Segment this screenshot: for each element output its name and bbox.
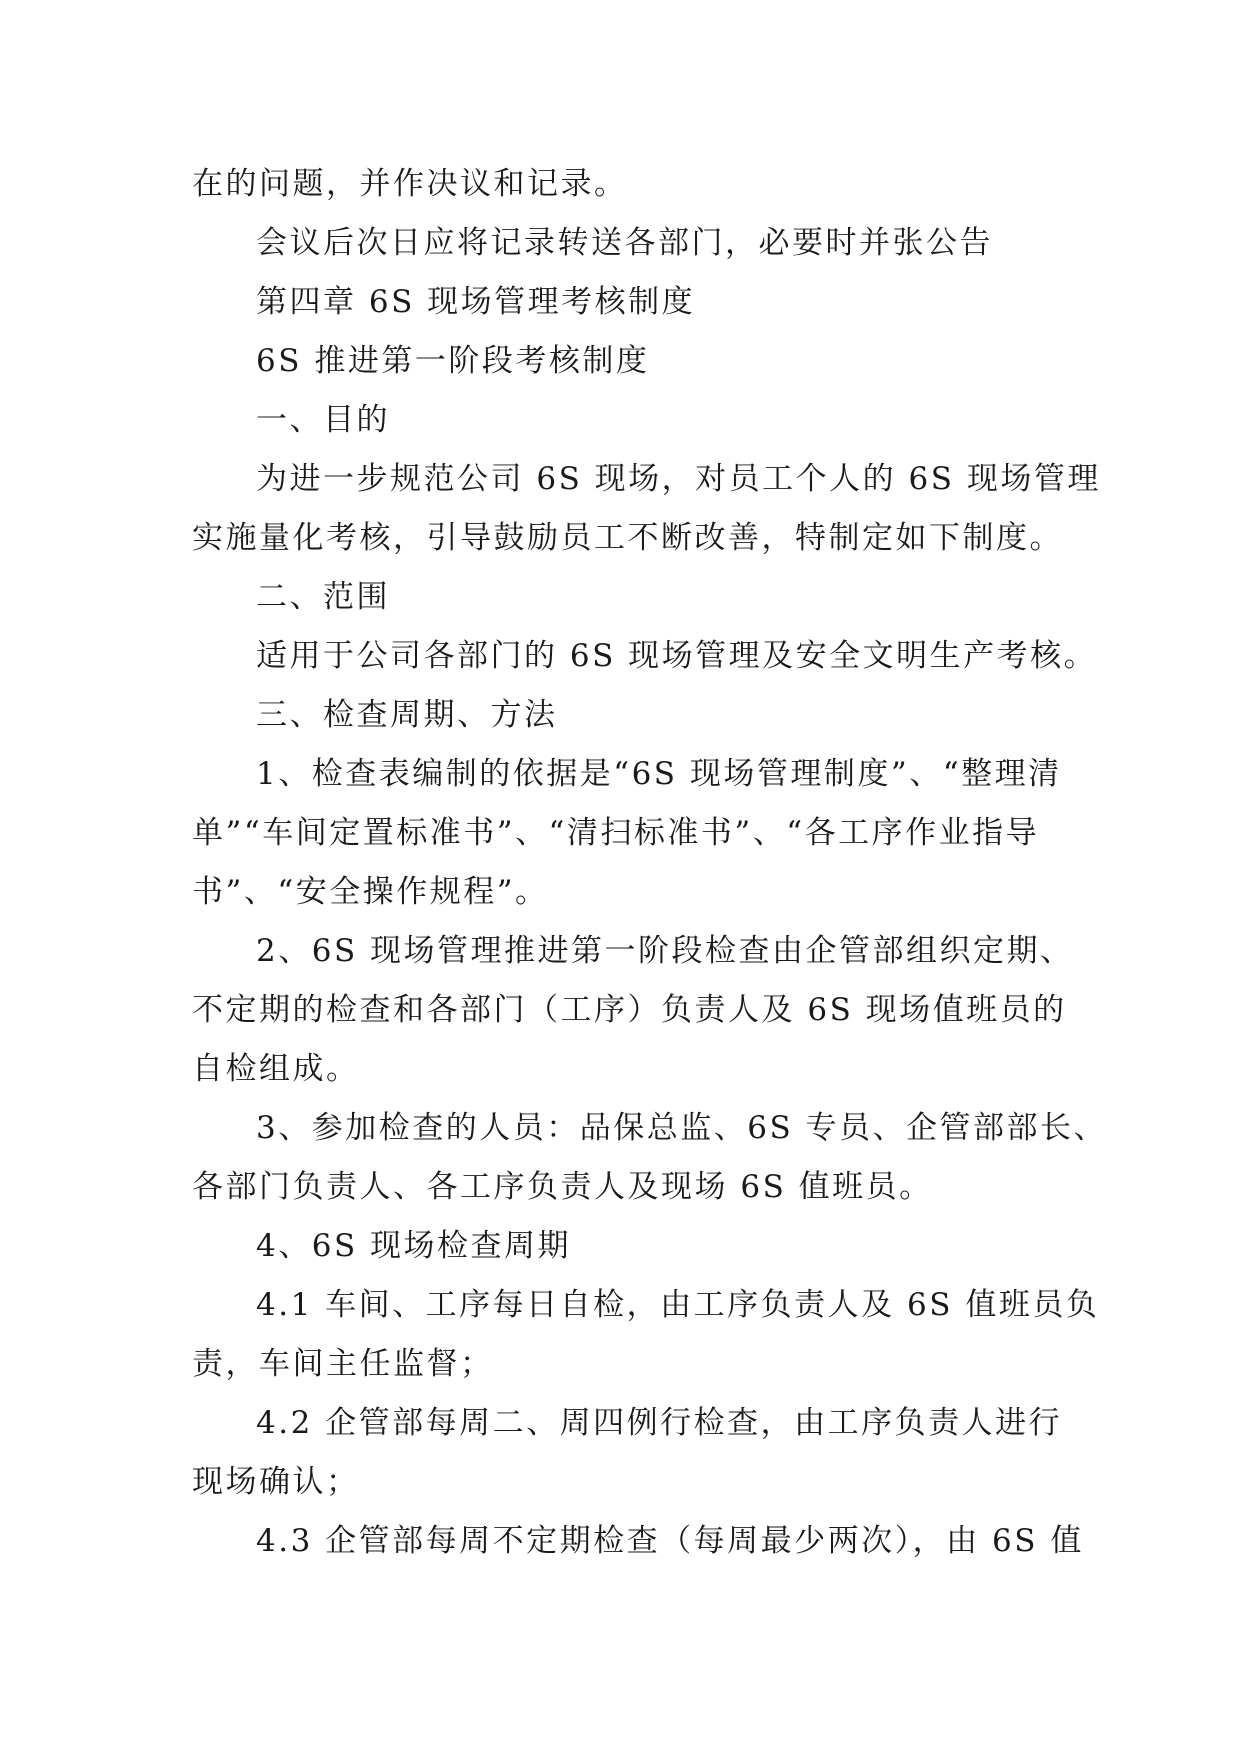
text-line: 在的问题，并作决议和记录。 bbox=[192, 166, 628, 202]
document-body bbox=[192, 155, 1108, 1571]
text-line: 4.3 企管部每周不定期检查（每周最少两次），由 6S 值 bbox=[256, 1523, 1084, 1559]
text-line: 责，车间主任监督； bbox=[192, 1346, 494, 1382]
text-line: 实施量化考核，引导鼓励员工不断改善，特制定如下制度。 bbox=[192, 520, 1063, 556]
subsection-heading: 一、目的 bbox=[256, 402, 390, 438]
subsection-heading: 二、范围 bbox=[256, 579, 390, 615]
text-line: 现场确认； bbox=[192, 1464, 360, 1500]
text-line: 4、6S 现场检查周期 bbox=[256, 1228, 572, 1264]
text-line: 书”、“安全操作规程”。 bbox=[192, 874, 549, 910]
text-line: 1、检查表编制的依据是“6S 现场管理制度”、“整理清 bbox=[256, 756, 1062, 792]
text-line: 2、6S 现场管理推进第一阶段检查由企管部组织定期、 bbox=[256, 933, 1074, 969]
text-line: 自检组成。 bbox=[192, 1051, 360, 1087]
text-line: 不定期的检查和各部门（工序）负责人及 6S 现场值班员的 bbox=[192, 992, 1067, 1028]
chapter-heading: 第四章 6S 现场管理考核制度 bbox=[256, 284, 696, 320]
text-line: 4.1 车间、工序每日自检，由工序负责人及 6S 值班员负 bbox=[256, 1287, 1100, 1323]
text-line: 各部门负责人、各工序负责人及现场 6S 值班员。 bbox=[192, 1169, 933, 1205]
text-line: 会议后次日应将记录转送各部门，必要时并张公告 bbox=[256, 225, 993, 261]
text-line: 为进一步规范公司 6S 现场，对员工个人的 6S 现场管理 bbox=[256, 461, 1101, 497]
text-line: 适用于公司各部门的 6S 现场管理及安全文明生产考核。 bbox=[256, 638, 1098, 674]
text-line: 单”“车间定置标准书”、“清扫标准书”、“各工序作业指导 bbox=[192, 815, 1040, 851]
text-line: 3、参加检查的人员：品保总监、6S 专员、企管部部长、 bbox=[256, 1110, 1108, 1146]
section-heading: 6S 推进第一阶段考核制度 bbox=[256, 343, 650, 379]
subsection-heading: 三、检查周期、方法 bbox=[256, 697, 558, 733]
text-line: 4.2 企管部每周二、周四例行检查，由工序负责人进行 bbox=[256, 1405, 1063, 1441]
